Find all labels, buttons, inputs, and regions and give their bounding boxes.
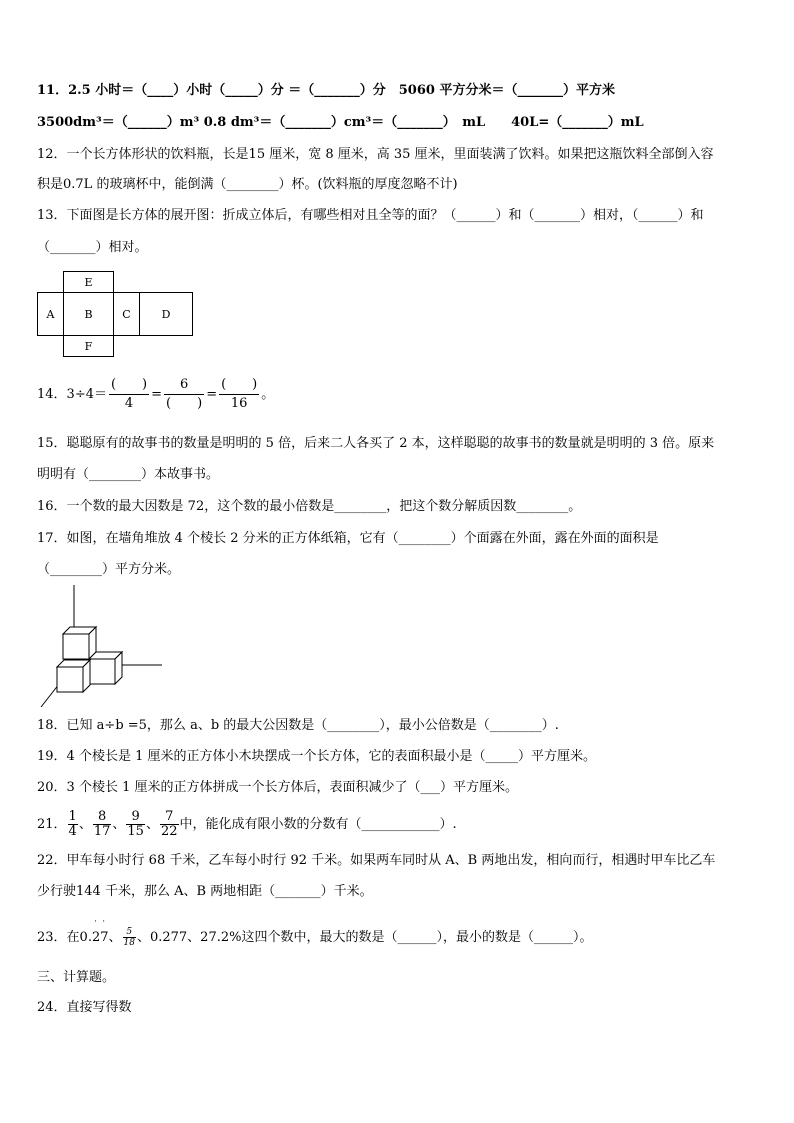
q21-frac2-num: 8 <box>93 810 112 825</box>
q23-fraction <box>123 927 136 948</box>
q11-line2: 3500dm³＝（______）m³ 0.8 dm³＝（_______）cm³＝（_______） mL 40L=（_______）mL <box>37 115 644 130</box>
q21-frac4-num: 7 <box>160 810 179 825</box>
cube-top <box>63 627 96 659</box>
q21-sep-2: 、 <box>112 817 126 832</box>
q15-line1: 15．聪聪原有的故事书的数量是明明的 5 倍，后来二人各买了 2 本，这样聪聪的故事书的数量就是明明的 3 倍。原来 <box>37 436 715 451</box>
q23-frac-num: 5 <box>123 927 136 938</box>
q14-suffix: 。 <box>261 387 275 402</box>
q11-line1: 11．2.5 小时＝（____）小时（_____）分 ＝（_______）分 5060 平方分米＝（_______）平方米 <box>37 83 615 98</box>
q21-frac1-den: 4 <box>68 824 77 839</box>
q16-line1: 16．一个数的最大因数是 72，这个数的最小倍数是________，把这个数分解质因数________。 <box>37 499 582 514</box>
q19-line1: 19．4 个棱长是 1 厘米的正方体小木块摆成一个长方体，它的表面积最小是（_____）平方厘米。 <box>37 749 596 764</box>
net-face-c: C <box>113 292 140 336</box>
q13-line1: 13．下面图是长方体的展开图：折成立体后，有哪些相对且全等的面？（______）和（_______）相对，（______）和 <box>37 208 704 223</box>
cuboid-net-diagram <box>37 271 193 357</box>
q23-prefix: 23．在0. <box>37 930 92 945</box>
q23-sep: 、 <box>108 930 122 945</box>
section-3-title: 三、计算题。 <box>37 970 116 985</box>
q24-line1: 24．直接写得数 <box>37 1000 132 1015</box>
q14-eq2: = <box>206 387 218 402</box>
q12-line1: 12．一个长方体形状的饮料瓶，长是15 厘米，宽 8 厘米，高 35 厘米，里面装满了饮料。如果把这瓶饮料全部倒入容 <box>37 147 714 162</box>
q21-frac4-den: 22 <box>160 824 178 839</box>
q12-line2: 积是0.7L 的玻璃杯中，能倒满（________）杯。(饮料瓶的厚度忽略不计) <box>37 177 458 192</box>
q23-repeating-digits: 27 <box>91 930 109 945</box>
q14-fraction-1 <box>109 376 149 413</box>
q23-repeating-decimal <box>91 920 109 951</box>
q13-line2: （_______）相对。 <box>37 240 148 255</box>
q21-fraction-3 <box>126 810 145 839</box>
q15-line2: 明明有（________）本故事书。 <box>37 467 220 482</box>
q21-frac2-den: 17 <box>93 824 111 839</box>
q14-eq1: = <box>151 387 163 402</box>
q21-fraction-1 <box>68 810 78 839</box>
q14-frac3-den: 16 <box>230 396 248 411</box>
net-face-d: D <box>139 292 193 336</box>
q14-fraction-2 <box>164 376 204 413</box>
q21-fraction-2 <box>93 810 112 839</box>
q21-fraction-4 <box>160 810 179 839</box>
q14-fraction-3 <box>219 376 259 413</box>
q23-suffix: 、0.277、27.2%这四个数中，最大的数是（______），最小的数是（______）。 <box>136 930 593 945</box>
net-face-b: B <box>63 292 114 336</box>
q23-repeat-dots: ˙ ˙ <box>92 920 107 931</box>
q14-frac2-num: 6 <box>164 376 204 395</box>
q21-frac3-den: 15 <box>127 824 144 839</box>
q14-frac1-den: 4 <box>124 396 134 411</box>
q23-line <box>37 920 593 951</box>
q14-prefix: 14．3÷4＝ <box>37 387 107 402</box>
q21-line <box>37 808 457 842</box>
q21-sep-3: 、 <box>145 817 159 832</box>
q14-line <box>37 375 274 415</box>
q21-prefix: 21． <box>37 817 67 832</box>
cube-stack-diagram <box>37 585 167 710</box>
q21-sep-1: 、 <box>78 817 92 832</box>
net-face-e: E <box>63 271 114 293</box>
q21-frac3-num: 9 <box>126 810 145 825</box>
q14-frac3-num: ( ) <box>219 376 259 395</box>
q22-line1: 22．甲车每小时行 68 千米，乙车每小时行 92 千米。如果两车同时从 A、B 两地出发，相向而行，相遇时甲车比乙车 <box>37 853 716 868</box>
net-face-a: A <box>37 292 64 336</box>
q17-line1: 17．如图，在墙角堆放 4 个棱长 2 分米的正方体纸箱，它有（________）个面露在外面，露在外面的面积是 <box>37 531 659 546</box>
q23-frac-den: 18 <box>123 938 135 948</box>
q14-frac1-num: ( ) <box>109 376 149 395</box>
cube-bottom-right <box>89 652 122 684</box>
q17-line2: （________）平方分米。 <box>37 562 181 577</box>
q20-line1: 20．3 个棱长 1 厘米的正方体拼成一个长方体后，表面积减少了（___）平方厘米。 <box>37 780 518 795</box>
q22-line2: 少行驶144 千米，那么 A、B 两地相距（_______）千米。 <box>37 884 373 899</box>
q14-frac2-den: ( ) <box>166 396 203 411</box>
q21-suffix: 中，能化成有限小数的分数有（____________）. <box>179 817 457 832</box>
q18-line1: 18．已知 a÷b =5，那么 a、b 的最大公因数是（________），最小公倍数是（________）. <box>37 718 559 733</box>
net-face-f: F <box>63 335 114 357</box>
q21-frac1-num: 1 <box>68 809 77 824</box>
cube-bottom-left <box>57 660 90 692</box>
